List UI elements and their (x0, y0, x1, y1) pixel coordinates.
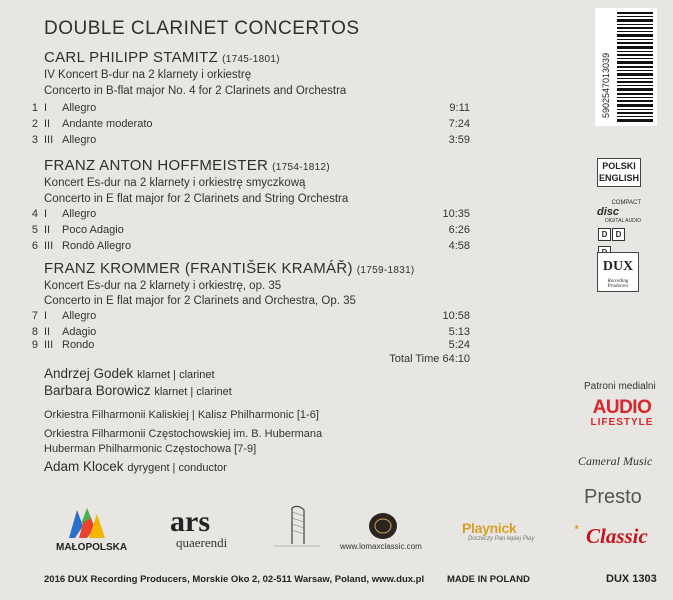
performer-name: Barbara Borowicz (44, 383, 151, 398)
catalog-number: DUX 1303 (606, 573, 657, 585)
barcode-digits: 5902547013039 (601, 52, 611, 118)
dux-logo-text: DUX (602, 259, 634, 274)
ddd-badge (598, 224, 638, 239)
work-title-en: Concerto in B-flat major No. 4 for 2 Clarinets and Orchestra (44, 85, 347, 97)
footer-address: 2016 DUX Recording Producers, Morskie Oko 2, 02-511 Warsaw, Poland, www.dux.pl (44, 574, 425, 585)
composer-krommer (44, 260, 415, 277)
track-row[interactable] (0, 240, 470, 256)
malopolska-logo (56, 506, 128, 556)
composer-name: FRANZ ANTON HOFFMEISTER (44, 157, 269, 174)
classic-logo-text: Classic (586, 524, 648, 548)
conductor-role: dyrygent | conductor (127, 462, 227, 474)
audio-lifestyle-logo (583, 399, 661, 428)
composer-hoffmeister (44, 157, 330, 174)
track-duration: 5:13 (448, 326, 470, 338)
quaerendi-text: quaerendi (176, 535, 228, 550)
track-title: Allegro (62, 208, 97, 220)
track-duration: 3:59 (448, 134, 470, 146)
track-row[interactable] (0, 208, 470, 224)
harp-icon (268, 502, 326, 548)
track-duration: 10:58 (442, 310, 470, 322)
ddd-letter: D (612, 228, 625, 241)
playnick-sub: Dorzeczy Pan lepiej Play (468, 536, 535, 542)
track-title: Andante moderato (62, 118, 153, 130)
track-duration: 7:24 (448, 118, 470, 130)
performer-name: Andrzej Godek (44, 366, 134, 381)
track-duration: 9:11 (449, 102, 470, 114)
track-duration: 6:26 (448, 224, 470, 236)
language-badge (597, 158, 641, 187)
lifestyle-logo-text: LIFESTYLE (590, 417, 654, 428)
malopolska-mark-icon (67, 506, 107, 538)
movement-number: II (44, 326, 51, 338)
composer-name: FRANZ KROMMER (FRANTIŠEK KRAMÁŘ) (44, 260, 353, 277)
track-row[interactable] (0, 134, 470, 150)
track-title: Poco Adagio (62, 224, 124, 236)
work-title-pl: Koncert Es-dur na 2 klarnety i orkiestrę, op. 35 (44, 280, 282, 292)
conductor-name: Adam Klocek (44, 459, 124, 474)
dux-logo (597, 252, 639, 292)
track-number: 7 (31, 310, 38, 322)
lomax-emblem-icon (368, 512, 398, 540)
movement-number: III (44, 134, 54, 146)
track-number: 3 (31, 134, 38, 146)
cd-top-text: COMPACT (611, 200, 641, 206)
track-number: 5 (31, 224, 38, 236)
movement-number: II (44, 224, 51, 236)
compact-disc-logo (597, 200, 641, 224)
language-english: ENGLISH (598, 173, 639, 183)
classic-logo-mark: ★ (574, 525, 580, 531)
orchestra-czestochowa-en: Huberman Philharmonic Częstochowa [7-9] (44, 443, 257, 455)
track-title: Allegro (62, 102, 97, 114)
movement-number: I (44, 310, 48, 322)
movement-number: I (44, 208, 48, 220)
total-time: Total Time 64:10 (389, 353, 470, 365)
album-title: DOUBLE CLARINET CONCERTOS (44, 18, 360, 39)
track-number: 2 (31, 118, 38, 130)
track-title: Rondò Allegro (62, 240, 132, 252)
cd-main-text: disc (597, 206, 620, 218)
malopolska-text: MAŁOPOLSKA (56, 542, 128, 553)
movement-number: III (44, 339, 54, 351)
classic-logo (574, 522, 660, 552)
orchestra-czestochowa-pl: Orkiestra Filharmonii Częstochowskiej im. B. Hubermana (44, 428, 323, 440)
ars-text: ars (170, 505, 210, 538)
track-title: Allegro (62, 310, 97, 322)
composer-years: (1759-1831) (356, 265, 415, 276)
composer-years: (1745-1801) (222, 54, 280, 65)
performer-borowicz (44, 383, 232, 398)
work-title-pl: Koncert Es-dur na 2 klarnety i orkiestrę smyczkową (44, 177, 306, 189)
performer-role: klarnet | clarinet (154, 386, 232, 398)
audio-logo-text: AUDIO (592, 397, 652, 418)
footer-made-in: MADE IN POLAND (447, 574, 530, 585)
track-duration: 10:35 (442, 208, 470, 220)
language-polish: POLSKI (602, 161, 636, 171)
work-title-pl: IV Koncert B-dur na 2 klarnety i orkiestrę (44, 69, 252, 81)
playnick-text: Playnick (462, 520, 517, 536)
ars-quaerendi-logo (170, 505, 240, 550)
media-patrons-label: Patroni medialni (584, 381, 656, 392)
track-title: Adagio (62, 326, 97, 338)
track-number: 9 (31, 339, 38, 351)
orchestra-kalisz: Orkiestra Filharmonii Kaliskiej | Kalisz Philharmonic [1-6] (44, 409, 319, 421)
performer-godek (44, 366, 215, 381)
track-row[interactable] (0, 118, 470, 134)
composer-stamitz (44, 49, 280, 66)
track-row[interactable] (0, 310, 470, 326)
track-row[interactable] (0, 102, 470, 118)
playnick-logo (462, 520, 558, 542)
ddd-letter: D (598, 228, 611, 241)
conductor (44, 459, 227, 474)
dux-logo-sub: Recording Producers (607, 279, 629, 289)
track-number: 6 (31, 240, 38, 252)
harp-logo (268, 502, 326, 548)
track-duration: 4:58 (448, 240, 470, 252)
track-row[interactable] (0, 224, 470, 240)
track-title: Rondo (62, 339, 95, 351)
track-title: Allegro (62, 134, 97, 146)
performer-role: klarnet | clarinet (137, 369, 215, 381)
track-number: 8 (31, 326, 38, 338)
lomax-logo (340, 512, 430, 554)
work-title-en: Concerto in E flat major for 2 Clarinets and Orchestra, Op. 35 (44, 295, 356, 307)
barcode-graphic (595, 8, 657, 126)
barcode (595, 8, 657, 126)
work-title-en: Concerto in E flat major for 2 Clarinets and String Orchestra (44, 193, 349, 205)
track-duration: 5:24 (448, 339, 470, 351)
track-number: 4 (31, 208, 38, 220)
movement-number: III (44, 240, 54, 252)
lomax-url: www.lomaxclassic.com (340, 542, 422, 551)
camerata-logo: Cameral Music (578, 454, 653, 468)
movement-number: I (44, 102, 48, 114)
composer-years: (1754-1812) (272, 162, 330, 173)
composer-name: CARL PHILIPP STAMITZ (44, 49, 219, 66)
presto-logo: Presto (584, 486, 642, 508)
track-number: 1 (31, 102, 38, 114)
cd-bottom-text: DIGITAL AUDIO (605, 218, 641, 224)
movement-number: II (44, 118, 51, 130)
